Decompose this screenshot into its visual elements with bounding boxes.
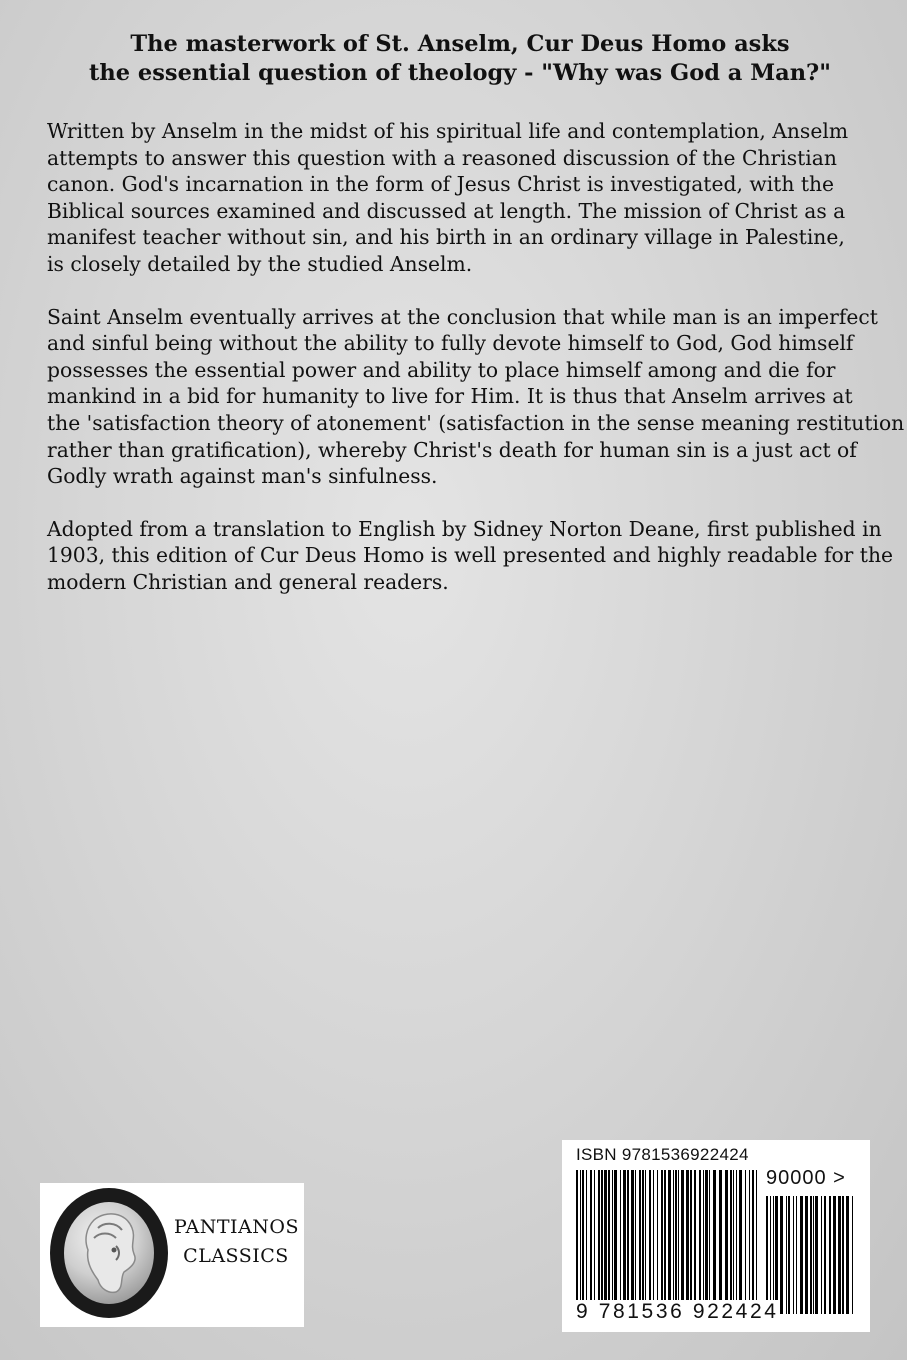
text-line: mankind in a bid for humanity to live for Him. It is thus that Anselm arrives at: [47, 384, 853, 409]
back-cover-heading: [60, 30, 860, 88]
text-line: Godly wrath against man's sinfulness.: [47, 464, 438, 489]
publisher-line-1: PANTIANOS: [174, 1216, 300, 1238]
text-line: Written by Anselm in the midst of his spiritual life and contemplation, Anselm: [47, 119, 849, 143]
text-line: the 'satisfaction theory of atonement' (satisfaction in the sense meaning restitution: [47, 410, 905, 435]
addon-barcode-bars: [766, 1196, 854, 1314]
blurb-paragraph-1: [47, 118, 887, 278]
text-line: possesses the essential power and ability to place himself among and die for: [47, 357, 836, 382]
text-line: and sinful being without the ability to fully devote himself to God, God himself: [47, 331, 854, 356]
publisher-line-2: CLASSICS: [183, 1245, 289, 1267]
blurb: [47, 118, 905, 622]
isbn-barcode: [562, 1140, 870, 1332]
price-code: 90000 >: [766, 1167, 846, 1189]
text-line: Saint Anselm eventually arrives at the conclusion that while man is an imperfect: [47, 304, 878, 329]
text-line: Biblical sources examined and discussed at length. The mission of Christ as a: [47, 198, 846, 223]
text-line: manifest teacher without sin, and his birth in an ordinary village in Palestine,: [47, 225, 845, 250]
heading-line-2: the essential question of theology - "Why was God a Man?": [89, 60, 831, 86]
text-line: is closely detailed by the studied Anselm.: [47, 251, 473, 276]
blurb-paragraph-3: [47, 516, 894, 596]
text-line: canon. God's incarnation in the form of Jesus Christ is investigated, with the: [47, 172, 835, 197]
coin-emblem-icon: [50, 1188, 168, 1318]
text-line: attempts to answer this question with a reasoned discussion of the Christian: [47, 145, 837, 170]
ean13-barcode-bars: [576, 1170, 758, 1316]
blurb-paragraph-2: [47, 304, 905, 490]
text-line: Adopted from a translation to English by Sidney Norton Deane, first published in: [47, 516, 882, 541]
isbn-digits: 9 781536 922424: [576, 1300, 779, 1323]
text-line: modern Christian and general readers.: [47, 569, 449, 594]
publisher-logo: [40, 1183, 304, 1327]
isbn-label: ISBN 9781536922424: [576, 1145, 749, 1164]
text-line: 1903, this edition of Cur Deus Homo is well presented and highly readable for the: [47, 543, 894, 568]
publisher-name: [174, 1213, 298, 1271]
text-line: rather than gratification), whereby Christ's death for human sin is a just act of: [47, 437, 857, 462]
heading-line-1: The masterwork of St. Anselm, Cur Deus Homo asks: [130, 31, 790, 57]
